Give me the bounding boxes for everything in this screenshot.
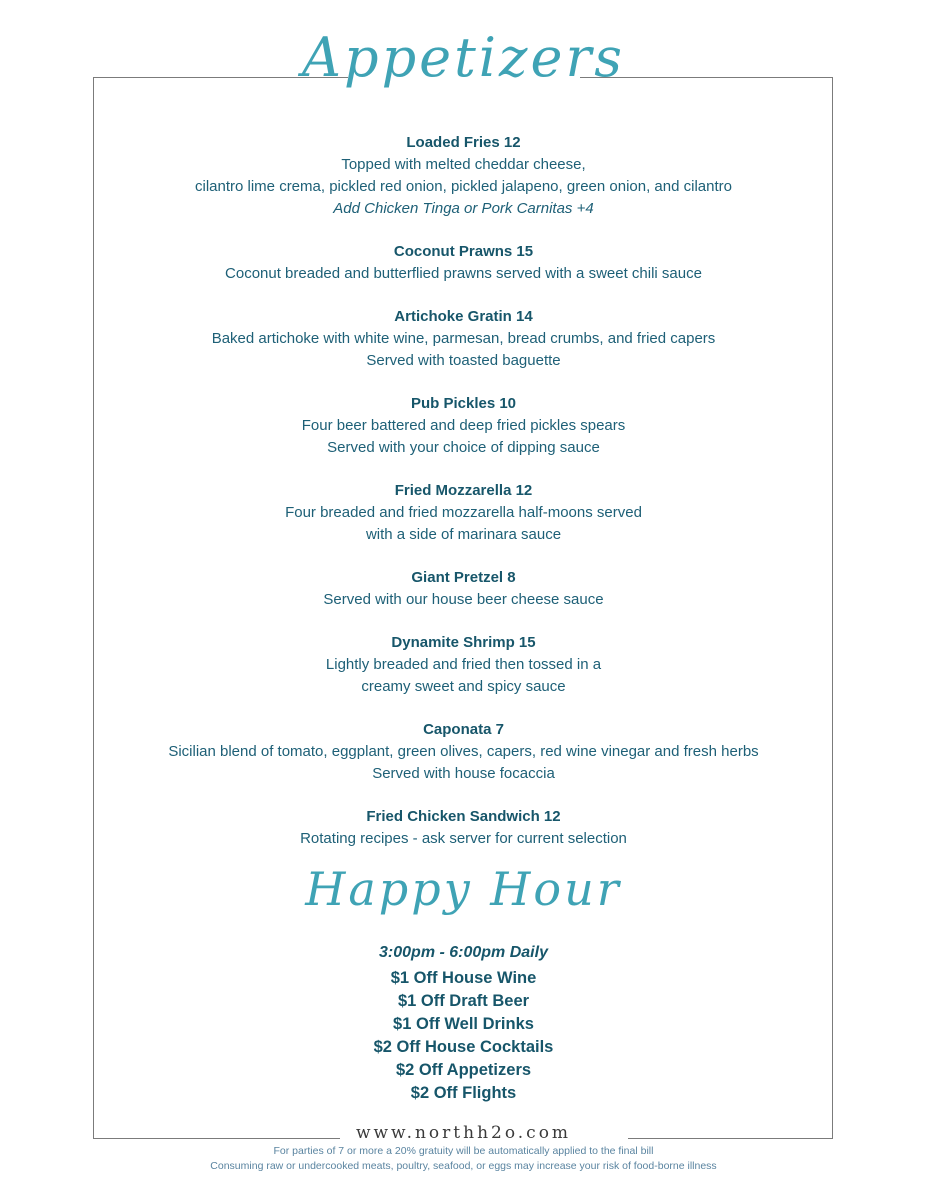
item-name: Fried Chicken Sandwich 12 [366,808,561,825]
gratuity-note: For parties of 7 or more a 20% gratuity will be automatically applied to the final bill [273,1145,654,1157]
appetizers-title: Appetizers [302,26,625,89]
menu-item-fried-chicken-sandwich [0,806,927,850]
menu-item-loaded-fries [0,132,927,220]
website-url: www.northh2o.com [355,1123,572,1143]
happy-hour-deal: $2 Off Appetizers [395,1061,532,1079]
item-description: Topped with melted cheddar cheese, [341,156,586,173]
menu-item-dynamite-shrimp [0,632,927,698]
menu-item-artichoke-gratin [0,306,927,372]
item-description: with a side of marinara sauce [365,526,562,543]
appetizer-menu [0,132,927,871]
item-description: creamy sweet and spicy sauce [361,678,566,695]
item-description: Served with our house beer cheese sauce [323,591,604,608]
item-name: Pub Pickles 10 [410,395,517,412]
happy-hour-deal: $1 Off Well Drinks [393,1015,534,1033]
menu-item-coconut-prawns [0,241,927,285]
item-description: cilantro lime crema, pickled red onion, pickled jalapeno, green onion, and cilantro [195,178,732,195]
happy-hour-deal: $1 Off Draft Beer [397,992,530,1010]
item-name: Artichoke Gratin 14 [394,308,533,325]
happy-hour-deal: $2 Off House Cocktails [373,1038,554,1056]
item-name: Fried Mozzarella 12 [394,482,533,499]
happy-hour-time: 3:00pm - 6:00pm Daily [379,944,548,961]
happy-hour-deal: $1 Off House Wine [390,969,537,987]
food-safety-warning: Consuming raw or undercooked meats, poultry, seafood, or eggs may increase your risk of food-borne illness [210,1160,717,1172]
item-name: Loaded Fries 12 [406,134,521,151]
happy-hour-deal: $2 Off Flights [410,1084,517,1102]
menu-item-pub-pickles [0,393,927,459]
item-description: Four beer battered and deep fried pickles spears [301,417,626,434]
item-description: Served with your choice of dipping sauce [327,439,600,456]
item-description: Served with house focaccia [372,765,555,782]
item-name: Dynamite Shrimp 15 [391,634,536,651]
footer-notes [0,1144,927,1174]
item-name: Caponata 7 [423,721,504,738]
item-description: Baked artichoke with white wine, parmesan, bread crumbs, and fried capers [211,330,716,347]
item-description: Served with toasted baguette [366,352,561,369]
item-description: Rotating recipes - ask server for current selection [300,830,627,847]
item-name: Giant Pretzel 8 [411,569,516,586]
menu-item-fried-mozzarella [0,480,927,546]
menu-item-caponata [0,719,927,785]
item-addon: Add Chicken Tinga or Pork Carnitas +4 [333,200,594,217]
item-description: Coconut breaded and butterflied prawns served with a sweet chili sauce [225,265,702,282]
happy-hour-section [0,941,927,1105]
menu-item-giant-pretzel [0,567,927,611]
happy-hour-title: Happy Hour [305,862,622,916]
item-description: Four breaded and fried mozzarella half-moons served [285,504,642,521]
item-description: Lightly breaded and fried then tossed in a [325,656,602,673]
item-description: Sicilian blend of tomato, eggplant, green olives, capers, red wine vinegar and fresh herbs [168,743,759,760]
item-name: Coconut Prawns 15 [393,243,534,260]
